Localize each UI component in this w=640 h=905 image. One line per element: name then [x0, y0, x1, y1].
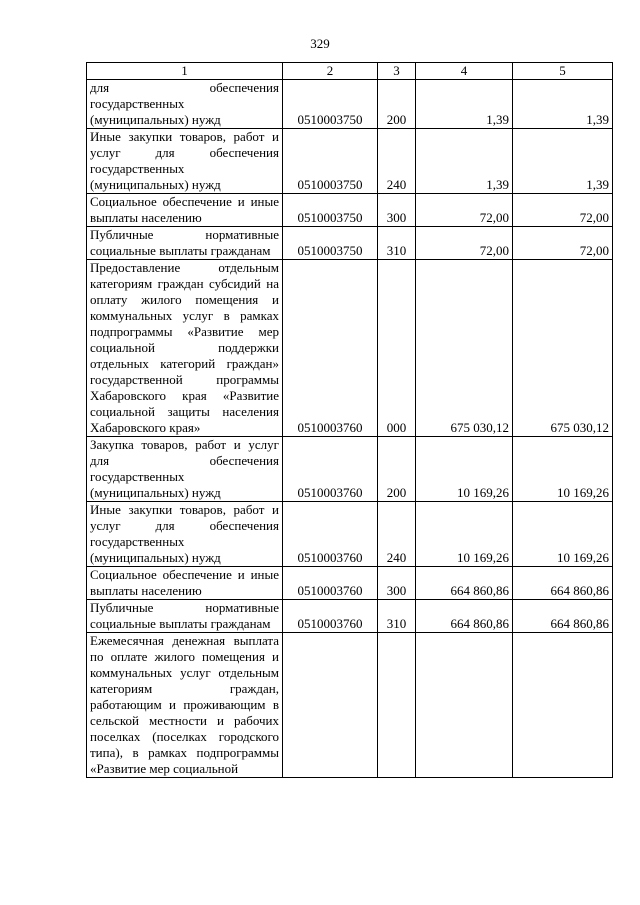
row-code: 0510003750	[283, 227, 378, 260]
row-name: Закупка товаров, работ и услуг для обеспечения государственных (муниципальных) нужд	[87, 437, 283, 502]
row-expense-type: 300	[378, 567, 416, 600]
row-value-4: 1,39	[416, 80, 513, 129]
table-body	[87, 80, 613, 778]
row-value-4: 72,00	[416, 227, 513, 260]
table-row	[87, 600, 613, 633]
table-row	[87, 633, 613, 778]
table-row	[87, 194, 613, 227]
row-code: 0510003760	[283, 502, 378, 567]
table-row	[87, 227, 613, 260]
row-code: 0510003760	[283, 567, 378, 600]
row-value-4: 664 860,86	[416, 600, 513, 633]
row-code	[283, 633, 378, 778]
row-value-4: 10 169,26	[416, 502, 513, 567]
row-value-5: 72,00	[513, 227, 613, 260]
row-expense-type: 310	[378, 600, 416, 633]
row-value-5: 1,39	[513, 80, 613, 129]
row-expense-type: 240	[378, 129, 416, 194]
row-value-5: 72,00	[513, 194, 613, 227]
table-row	[87, 502, 613, 567]
table-row	[87, 260, 613, 437]
page-number: 329	[310, 36, 330, 51]
table-row	[87, 80, 613, 129]
row-value-4: 675 030,12	[416, 260, 513, 437]
row-name: Предоставление отдельным категориям граждан субсидий на оплату жилого помещения и коммунальных услуг в рамках подпрограммы «Развитие мер социальной поддержки отдельных категорий граждан» государственной программы Хабаровского края «Развитие социальной защиты населения Хабаровского края»	[87, 260, 283, 437]
row-value-4: 664 860,86	[416, 567, 513, 600]
row-name: Публичные нормативные социальные выплаты гражданам	[87, 600, 283, 633]
column-header-4: 4	[416, 63, 513, 80]
row-value-5: 675 030,12	[513, 260, 613, 437]
row-expense-type: 200	[378, 80, 416, 129]
row-expense-type: 310	[378, 227, 416, 260]
table-header	[87, 63, 613, 80]
row-code: 0510003750	[283, 129, 378, 194]
table-row	[87, 437, 613, 502]
row-code: 0510003760	[283, 437, 378, 502]
row-value-5	[513, 633, 613, 778]
table-row	[87, 129, 613, 194]
row-value-5: 664 860,86	[513, 567, 613, 600]
table-row	[87, 567, 613, 600]
row-value-5: 10 169,26	[513, 502, 613, 567]
row-expense-type: 240	[378, 502, 416, 567]
row-value-4: 1,39	[416, 129, 513, 194]
row-name: Социальное обеспечение и иные выплаты населению	[87, 194, 283, 227]
row-expense-type: 000	[378, 260, 416, 437]
row-expense-type	[378, 633, 416, 778]
row-code: 0510003750	[283, 80, 378, 129]
row-name: Иные закупки товаров, работ и услуг для обеспечения государственных (муниципальных) нужд	[87, 129, 283, 194]
row-value-4	[416, 633, 513, 778]
row-name: Иные закупки товаров, работ и услуг для обеспечения государственных (муниципальных) нужд	[87, 502, 283, 567]
row-value-5: 10 169,26	[513, 437, 613, 502]
row-code: 0510003760	[283, 600, 378, 633]
column-header-1: 1	[87, 63, 283, 80]
column-header-3: 3	[378, 63, 416, 80]
row-expense-type: 300	[378, 194, 416, 227]
row-name: Ежемесячная денежная выплата по оплате жилого помещения и коммунальных услуг отдельным категориям граждан, работающим и проживающим в сельской местности и рабочих поселках (поселках городского типа), в рамках подпрограммы «Развитие мер социальной	[87, 633, 283, 778]
row-name: для обеспечения государственных (муниципальных) нужд	[87, 80, 283, 129]
row-code: 0510003750	[283, 194, 378, 227]
row-name: Социальное обеспечение и иные выплаты населению	[87, 567, 283, 600]
row-value-5: 1,39	[513, 129, 613, 194]
header-row	[87, 63, 613, 80]
column-header-2: 2	[283, 63, 378, 80]
column-header-5: 5	[513, 63, 613, 80]
row-expense-type: 200	[378, 437, 416, 502]
row-value-4: 72,00	[416, 194, 513, 227]
row-value-5: 664 860,86	[513, 600, 613, 633]
row-value-4: 10 169,26	[416, 437, 513, 502]
row-code: 0510003760	[283, 260, 378, 437]
budget-table	[86, 62, 613, 778]
row-name: Публичные нормативные социальные выплаты гражданам	[87, 227, 283, 260]
